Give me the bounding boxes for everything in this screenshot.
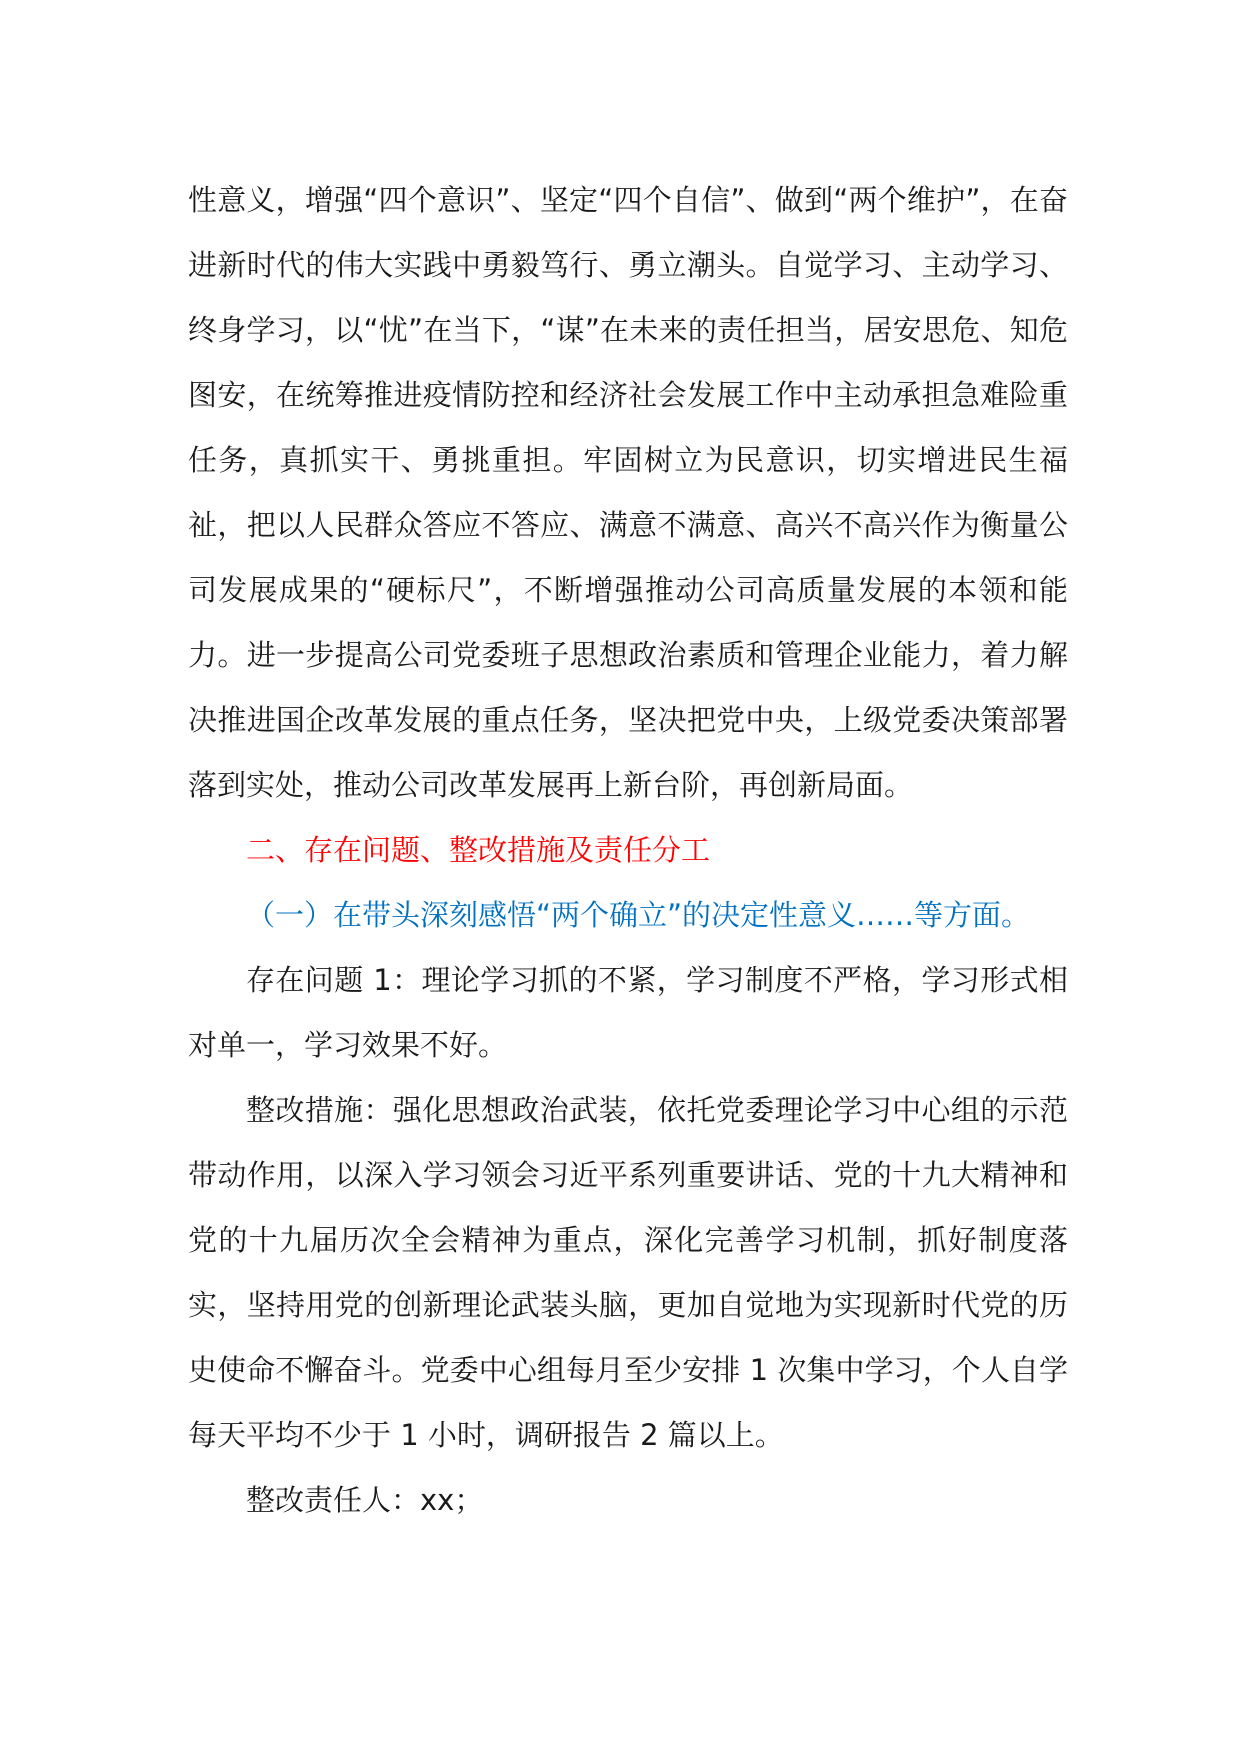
body-paragraph-continued: 性意义，增强“四个意识”、坚定“四个自信”、做到“两个维护”，在奋进新时代的伟大实践中勇毅笃行、勇立潮头。自觉学习、主动学习、终身学习，以“忧”在当下，“谋”在未来的责任担当，居安思危、知危图安，在统筹推进疫情防控和经济社会发展工作中主动承担急难险重任务，真抓实干、勇挑重担。牢固树立为民意识，切实增进民生福祉，把以人民群众答应不答应、满意不满意、高兴不高兴作为衡量公司发展成果的“硬标尺”，不断增强推动公司高质量发展的本领和能力。进一步提高公司党委班子思想政治素质和管理企业能力，着力解决推进国企改革发展的重点任务，坚决把党中央，上级党委决策部署落到实处，推动公司改革发展再上新台阶，再创新局面。 [188, 183, 1068, 802]
problem-paragraph: 存在问题 1：理论学习抓的不紧，学习制度不严格，学习形式相对单一，学习效果不好。 [188, 963, 1068, 1062]
subsection-heading: （一）在带头深刻感悟“两个确立”的决定性意义……等方面。 [246, 898, 1031, 932]
responsible-person-paragraph: 整改责任人：xx； [246, 1483, 484, 1517]
measures-paragraph: 整改措施：强化思想政治武装，依托党委理论学习中心组的示范带动作用，以深入学习领会习近平系列重要讲话、党的十九大精神和党的十九届历次全会精神为重点，深化完善学习机制，抓好制度落实，坚持用党的创新理论武装头脑，更加自觉地为实现新时代党的历史使命不懈奋斗。党委中心组每月至少安排 1 次集中学习，个人自学每天平均不少于 1 小时，调研报告 2 篇以上。 [188, 1093, 1068, 1452]
section-heading: 二、存在问题、整改措施及责任分工 [246, 833, 711, 867]
document-body [188, 168, 1068, 1533]
